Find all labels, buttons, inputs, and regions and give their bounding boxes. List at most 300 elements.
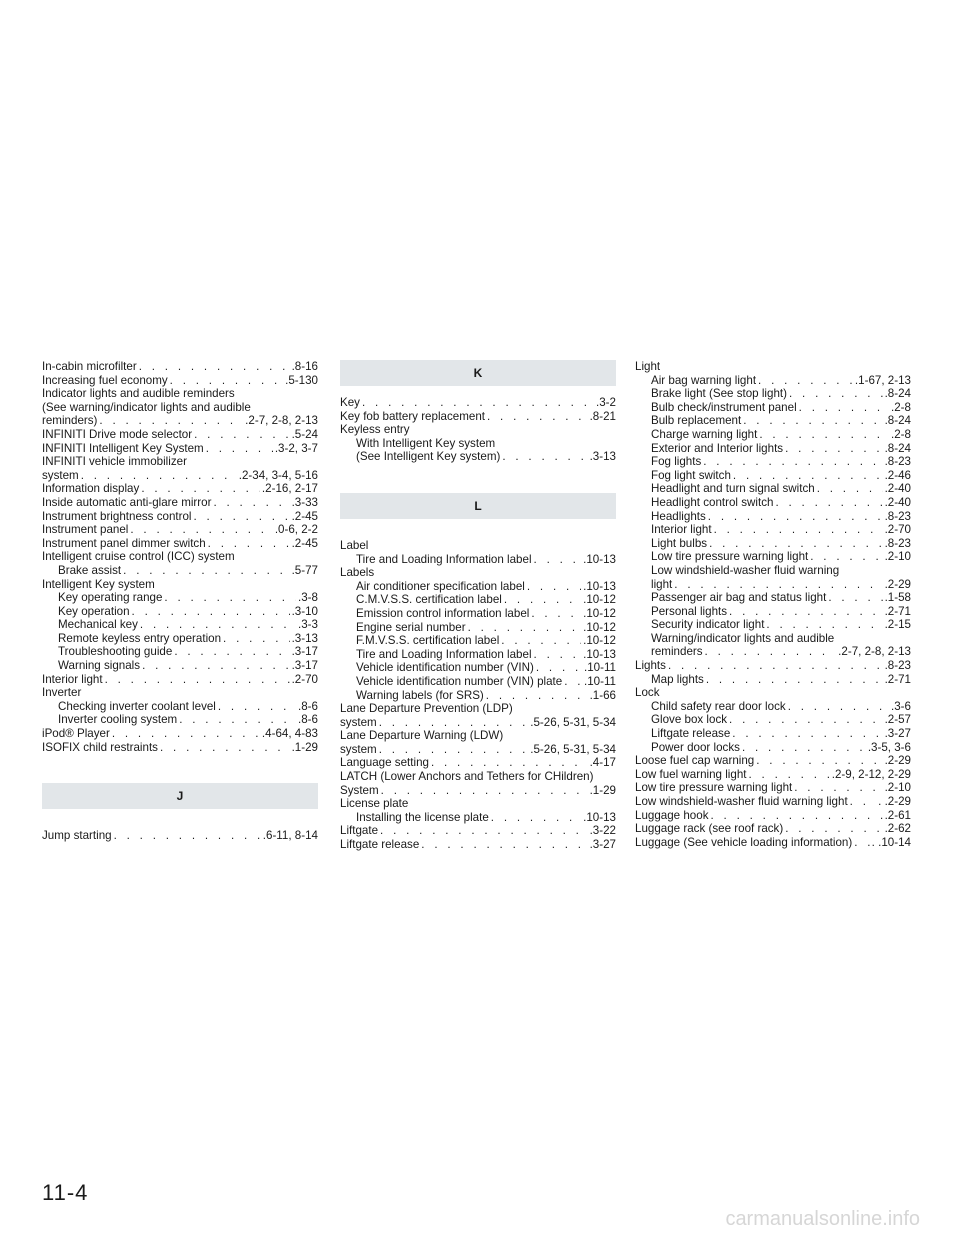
entry-page-ref: .3-2 — [596, 396, 616, 409]
dot-leader — [501, 634, 581, 648]
dot-leader — [759, 428, 889, 442]
entry-page-ref: .2-10 — [884, 550, 911, 564]
entry-page-ref: .5-26, 5-31, 5-34 — [530, 742, 616, 756]
entry-page-ref: .10-13 — [583, 647, 616, 661]
index-entry — [340, 756, 616, 770]
entry-page-ref: .3-13 — [589, 450, 616, 464]
entry-term: Key fob battery replacement — [340, 409, 486, 423]
dot-leader — [799, 401, 889, 415]
index-entry — [340, 423, 616, 437]
entry-term: reminders) — [42, 414, 98, 428]
entry-page-ref: .8-24 — [884, 387, 911, 401]
entry-term: Key operation — [58, 604, 130, 618]
entry-page-ref: .3-8 — [298, 591, 318, 605]
entry-page-ref: .3-10 — [291, 604, 318, 618]
index-entry — [340, 784, 616, 798]
index-entry — [635, 578, 911, 592]
index-entry — [635, 537, 911, 551]
entry-term: Low fuel warning light — [635, 767, 747, 781]
entry-term: Bulb check/instrument panel — [651, 400, 797, 414]
index-entry — [340, 716, 616, 730]
index-entry — [340, 824, 616, 838]
entry-page-ref: .5-130 — [285, 373, 318, 387]
entry-term: Passenger air bag and status light — [651, 591, 827, 605]
entry-term: Exterior and Interior lights — [651, 441, 784, 455]
index-entry — [635, 768, 911, 782]
index-entry — [340, 797, 616, 811]
dot-leader — [504, 593, 581, 607]
index-entry — [340, 593, 616, 607]
dot-leader — [142, 659, 290, 673]
dot-leader — [785, 822, 882, 836]
entry-page-ref: .0-6, 2-2 — [274, 523, 318, 537]
entry-term: Tire and Loading Information label — [356, 552, 532, 566]
entry-page-ref: .10-12 — [583, 620, 616, 634]
entry-page-ref: .8-16 — [291, 360, 318, 373]
entry-page-ref: .2-7, 2-8, 2-13 — [838, 645, 911, 659]
index-entry — [42, 659, 318, 673]
entry-term: Checking inverter coolant level — [58, 699, 216, 713]
dot-leader — [789, 387, 883, 401]
dot-leader — [766, 618, 882, 632]
index-entry — [42, 618, 318, 632]
dot-leader — [817, 482, 883, 496]
entry-page-ref: .8-21 — [589, 409, 616, 423]
index-entry — [340, 539, 616, 553]
entry-term: Lane Departure Prevention (LDP) — [340, 702, 513, 716]
dot-leader — [709, 537, 882, 551]
entry-term: Vehicle identification number (VIN) — [356, 661, 534, 675]
index-entry — [42, 360, 318, 374]
index-entry — [42, 686, 318, 700]
entry-page-ref: .2-45 — [291, 536, 318, 550]
index-entry — [42, 537, 318, 551]
dot-leader — [380, 824, 588, 838]
entry-page-ref: .5-24 — [291, 427, 318, 441]
entry-page-ref: .1-58 — [884, 591, 911, 605]
entry-term: Fog light switch — [651, 468, 731, 482]
index-entry — [340, 607, 616, 621]
dot-leader — [743, 414, 882, 428]
entry-term: Air conditioner specification label — [356, 579, 525, 593]
index-list-l — [340, 539, 616, 852]
entry-term: Warning signals — [58, 659, 141, 673]
index-entry — [42, 564, 318, 578]
dot-leader — [218, 700, 296, 714]
entry-page-ref: .8-6 — [298, 713, 318, 727]
entry-term: Low windshield-washer fluid warning light — [635, 795, 848, 808]
index-entry — [340, 675, 616, 689]
entry-page-ref: .3-5, 3-6 — [867, 740, 911, 754]
index-entry — [42, 673, 318, 687]
entry-term: Child safety rear door lock — [651, 699, 786, 713]
entry-term: In-cabin microfilter — [42, 360, 137, 373]
entry-page-ref: .10-12 — [583, 593, 616, 607]
dot-leader — [668, 659, 883, 673]
index-entry — [42, 455, 318, 469]
entry-term: Security indicator light — [651, 618, 765, 632]
index-entry — [635, 482, 911, 496]
index-list-j — [42, 829, 318, 843]
entry-page-ref: .1-66 — [589, 688, 616, 702]
entry-term: Interior light — [42, 672, 103, 686]
entry-term: Warning/indicator lights and audible — [651, 631, 835, 645]
dot-leader — [421, 838, 587, 852]
entry-term: INFINITI Intelligent Key System — [42, 441, 204, 455]
index-entry — [635, 591, 911, 605]
index-entry — [635, 781, 911, 795]
section-letter-l: L — [340, 493, 616, 519]
dot-leader — [362, 396, 594, 410]
entry-term: Low tire pressure warning light — [635, 781, 793, 795]
dot-leader — [531, 607, 581, 621]
entry-term: Headlights — [651, 509, 706, 523]
dot-leader — [208, 537, 290, 551]
index-entry — [635, 455, 911, 469]
entry-page-ref: .8-23 — [884, 509, 911, 523]
entry-term: Lock — [635, 686, 660, 700]
entry-term: System — [340, 783, 379, 797]
entry-term: Keyless entry — [340, 423, 410, 437]
entry-page-ref: .2-10 — [884, 781, 911, 795]
dot-leader — [706, 673, 883, 687]
entry-page-ref: .3-3 — [298, 618, 318, 632]
entry-page-ref: .8-23 — [884, 455, 911, 469]
entry-page-ref: .1-29 — [589, 783, 616, 797]
entry-page-ref: .2-57 — [884, 713, 911, 727]
index-entry — [42, 469, 318, 483]
entry-term: Interior light — [651, 523, 712, 537]
dot-leader — [794, 781, 882, 795]
index-entry — [635, 836, 911, 850]
index-entry — [635, 727, 911, 741]
entry-term: Luggage rack (see roof rack) — [635, 822, 784, 836]
entry-page-ref: .2-70 — [291, 672, 318, 686]
entry-page-ref: .2-40 — [884, 482, 911, 496]
index-entry — [635, 428, 911, 442]
entry-term: Label — [340, 538, 369, 552]
index-entry — [635, 659, 911, 673]
entry-term: Liftgate release — [651, 727, 731, 741]
index-entry — [635, 523, 911, 537]
dot-leader — [130, 523, 272, 537]
index-entry — [635, 645, 911, 659]
entry-page-ref: .2-45 — [291, 509, 318, 523]
entry-page-ref: .2-46 — [884, 468, 911, 482]
entry-term: Luggage (See vehicle loading information) — [635, 835, 853, 849]
index-entry — [340, 621, 616, 635]
entry-term: (See Intelligent Key system) — [356, 450, 501, 464]
index-column-3 — [635, 360, 911, 849]
entry-page-ref: .3-2, 3-7 — [274, 441, 318, 455]
entry-term: Instrument brightness control — [42, 509, 192, 523]
entry-page-ref: .8-24 — [884, 441, 911, 455]
entry-page-ref: . .2-29 — [878, 795, 911, 808]
dot-leader — [379, 716, 529, 730]
entry-term: Air bag warning light — [651, 373, 757, 387]
entry-term: Headlight control switch — [651, 495, 774, 509]
index-entry — [635, 605, 911, 619]
entry-term: system — [340, 715, 377, 729]
entry-page-ref: .2-34, 3-4, 5-16 — [238, 468, 318, 482]
dot-leader — [381, 784, 588, 798]
index-entry — [635, 564, 911, 578]
index-entry — [340, 661, 616, 675]
index-entry — [340, 580, 616, 594]
index-list-l-continued — [635, 360, 911, 849]
index-entry — [340, 729, 616, 743]
entry-term: Lane Departure Warning (LDW) — [340, 729, 504, 743]
index-entry — [42, 401, 318, 415]
entry-page-ref: .2-40 — [884, 495, 911, 509]
dot-leader — [785, 442, 882, 456]
dot-leader — [206, 442, 273, 456]
entry-page-ref: .3-22 — [589, 824, 616, 838]
entry-term: Luggage hook — [635, 808, 709, 822]
index-entry — [635, 632, 911, 646]
dot-leader — [527, 580, 581, 594]
index-entry — [42, 645, 318, 659]
entry-term: Engine serial number — [356, 620, 466, 634]
entry-page-ref: .2-8 — [891, 400, 911, 414]
entry-page-ref: .3-27 — [589, 838, 616, 852]
entry-page-ref: .2-70 — [884, 523, 911, 537]
entry-page-ref: .10-12 — [583, 634, 616, 648]
entry-page-ref: .10-11 — [583, 674, 616, 688]
index-entry — [635, 387, 911, 401]
entry-page-ref: .6-11, 8-14 — [262, 829, 318, 843]
entry-term: With Intelligent Key system — [356, 436, 496, 450]
index-entry — [635, 442, 911, 456]
index-entry — [635, 496, 911, 510]
dot-leader — [379, 743, 529, 757]
dot-leader — [431, 756, 588, 770]
index-entry — [340, 634, 616, 648]
dot-leader — [179, 713, 296, 727]
entry-term: Instrument panel dimmer switch — [42, 536, 206, 550]
section-letter-k: K — [340, 360, 616, 386]
dot-leader — [854, 836, 869, 850]
entry-page-ref: .2-16, 2-17 — [261, 482, 318, 496]
entry-term: LATCH (Lower Anchors and Tethers for CHildren) — [340, 770, 594, 784]
entry-page-ref: .3-6 — [891, 699, 911, 713]
entry-page-ref: .2-15 — [884, 618, 911, 632]
entry-term: Light bulbs — [651, 536, 708, 550]
entry-term: INFINITI Drive mode selector — [42, 427, 193, 441]
entry-term: Brake light (See stop light) — [651, 387, 787, 401]
entry-term: Inside automatic anti-glare mirror — [42, 495, 212, 509]
entry-page-ref: .10-11 — [583, 661, 616, 675]
dot-leader — [758, 374, 853, 388]
entry-term: Low windshield-washer fluid warning — [651, 563, 840, 577]
entry-page-ref: .2-8 — [891, 427, 911, 441]
entry-term: F.M.V.S.S. certification label — [356, 634, 500, 648]
entry-term: Increasing fuel economy — [42, 373, 168, 387]
dot-leader — [213, 496, 289, 510]
dot-leader — [164, 591, 296, 605]
index-entry — [340, 437, 616, 451]
index-entry — [42, 414, 318, 428]
entry-term: Liftgate — [340, 824, 379, 838]
entry-term: Jump starting — [42, 829, 112, 843]
index-entry — [42, 591, 318, 605]
entry-term: Personal lights — [651, 604, 728, 618]
entry-term: Key operating range — [58, 591, 163, 605]
dot-leader — [810, 550, 882, 564]
dot-leader — [160, 741, 290, 755]
entry-page-ref: .3-13 — [291, 631, 318, 645]
dot-leader — [742, 741, 866, 755]
dot-leader — [729, 713, 883, 727]
index-entry — [340, 811, 616, 825]
entry-term: Tire and Loading Information label — [356, 647, 532, 661]
entry-term: Glove box lock — [651, 713, 728, 727]
dot-leader — [502, 450, 587, 464]
index-entry — [42, 700, 318, 714]
dot-leader — [756, 754, 882, 768]
dot-leader — [141, 482, 260, 496]
entry-page-ref: .1-67, 2-13 — [854, 373, 911, 387]
entry-page-ref: .5-26, 5-31, 5-34 — [530, 715, 616, 729]
entry-term: Charge warning light — [651, 427, 758, 441]
entry-page-ref: .4-17 — [589, 756, 616, 770]
dot-leader — [123, 564, 289, 578]
index-entry — [635, 713, 911, 727]
dot-leader — [705, 645, 837, 659]
entry-page-ref: .10-13 — [583, 579, 616, 593]
entry-term: Language setting — [340, 756, 429, 770]
dot-leader — [674, 578, 882, 592]
entry-term: system — [340, 742, 377, 756]
index-entry — [635, 469, 911, 483]
dot-leader — [850, 795, 876, 809]
dot-leader — [99, 414, 243, 428]
entry-page-ref: .10-13 — [583, 552, 616, 566]
page-number: 11-4 — [42, 1180, 89, 1205]
index-entry — [635, 686, 911, 700]
dot-leader — [468, 621, 582, 635]
entry-term: Headlight and turn signal switch — [651, 482, 815, 496]
entry-term: Loose fuel cap warning — [635, 754, 755, 768]
entry-page-ref: .2-62 — [884, 822, 911, 836]
entry-term: ISOFIX child restraints — [42, 740, 158, 754]
dot-leader — [170, 374, 283, 388]
dot-leader — [112, 727, 260, 741]
entry-term: Emission control information label — [356, 606, 530, 620]
index-list-i — [42, 360, 318, 754]
entry-term: Bulb replacement — [651, 414, 742, 428]
dot-leader — [732, 727, 882, 741]
dot-leader — [711, 809, 883, 823]
index-entry — [635, 795, 911, 809]
index-entry — [42, 387, 318, 401]
dot-leader — [788, 700, 889, 714]
dot-leader — [194, 428, 289, 442]
index-entry — [635, 401, 911, 415]
dot-leader — [564, 675, 582, 689]
dot-leader — [714, 523, 883, 537]
entry-term: Fog lights — [651, 455, 702, 469]
index-entry — [635, 374, 911, 388]
index-entry — [42, 482, 318, 496]
entry-page-ref: .2-9, 2-12, 2-29 — [831, 767, 911, 781]
index-entry — [635, 754, 911, 768]
index-column-2 — [340, 360, 616, 852]
entry-term: INFINITI vehicle immobilizer — [42, 455, 187, 469]
index-entry — [42, 523, 318, 537]
index-entry — [340, 553, 616, 567]
entry-page-ref: .2-7, 2-8, 2-13 — [245, 414, 318, 428]
entry-term: Brake assist — [58, 563, 122, 577]
index-entry — [42, 442, 318, 456]
entry-term: Instrument panel — [42, 523, 129, 537]
dot-leader — [114, 829, 261, 843]
entry-term: Map lights — [651, 672, 704, 686]
index-entry — [340, 770, 616, 784]
entry-page-ref: .2-29 — [884, 754, 911, 768]
entry-term: Light — [635, 360, 661, 373]
index-entry — [340, 838, 616, 852]
dot-leader — [105, 673, 290, 687]
index-entry — [42, 428, 318, 442]
entry-term: Key — [340, 396, 360, 409]
entry-term: (See warning/indicator lights and audible — [42, 400, 251, 414]
entry-term: Mechanical key — [58, 618, 138, 632]
index-entry — [635, 809, 911, 823]
section-letter-j: J — [42, 783, 318, 809]
index-entry — [42, 727, 318, 741]
index-entry — [42, 829, 318, 843]
index-entry — [340, 648, 616, 662]
index-list-k — [340, 396, 616, 464]
entry-page-ref: .3-27 — [884, 727, 911, 741]
entry-page-ref: .8-24 — [884, 414, 911, 428]
index-entry — [340, 566, 616, 580]
entry-term: Lights — [635, 659, 666, 673]
dot-leader — [733, 469, 883, 483]
entry-term: Remote keyless entry operation — [58, 631, 222, 645]
index-entry — [340, 410, 616, 424]
index-entry — [635, 673, 911, 687]
entry-page-ref: .3-17 — [291, 659, 318, 673]
index-entry — [635, 741, 911, 755]
index-entry — [635, 618, 911, 632]
index-entry — [340, 689, 616, 703]
dot-leader — [194, 510, 290, 524]
index-entry — [42, 510, 318, 524]
entry-page-ref: .10-13 — [583, 810, 616, 824]
dot-leader — [223, 632, 290, 646]
entry-page-ref: .8-23 — [884, 659, 911, 673]
dot-leader — [140, 618, 296, 632]
index-column-1 — [42, 360, 318, 843]
dot-leader — [132, 605, 290, 619]
index-entry — [635, 550, 911, 564]
entry-page-ref: .3-17 — [291, 645, 318, 659]
entry-page-ref: .8-6 — [298, 699, 318, 713]
index-entry — [42, 496, 318, 510]
entry-term: Intelligent cruise control (ICC) system — [42, 550, 235, 564]
dot-leader — [486, 689, 588, 703]
index-entry — [42, 741, 318, 755]
dot-leader — [708, 510, 883, 524]
entry-page-ref: .5-77 — [291, 563, 318, 577]
index-entry — [635, 414, 911, 428]
entry-term: Vehicle identification number (VIN) plate — [356, 674, 563, 688]
entry-term: light — [651, 577, 673, 591]
entry-page-ref: .2-61 — [884, 808, 911, 822]
entry-term: Inverter — [42, 686, 82, 700]
